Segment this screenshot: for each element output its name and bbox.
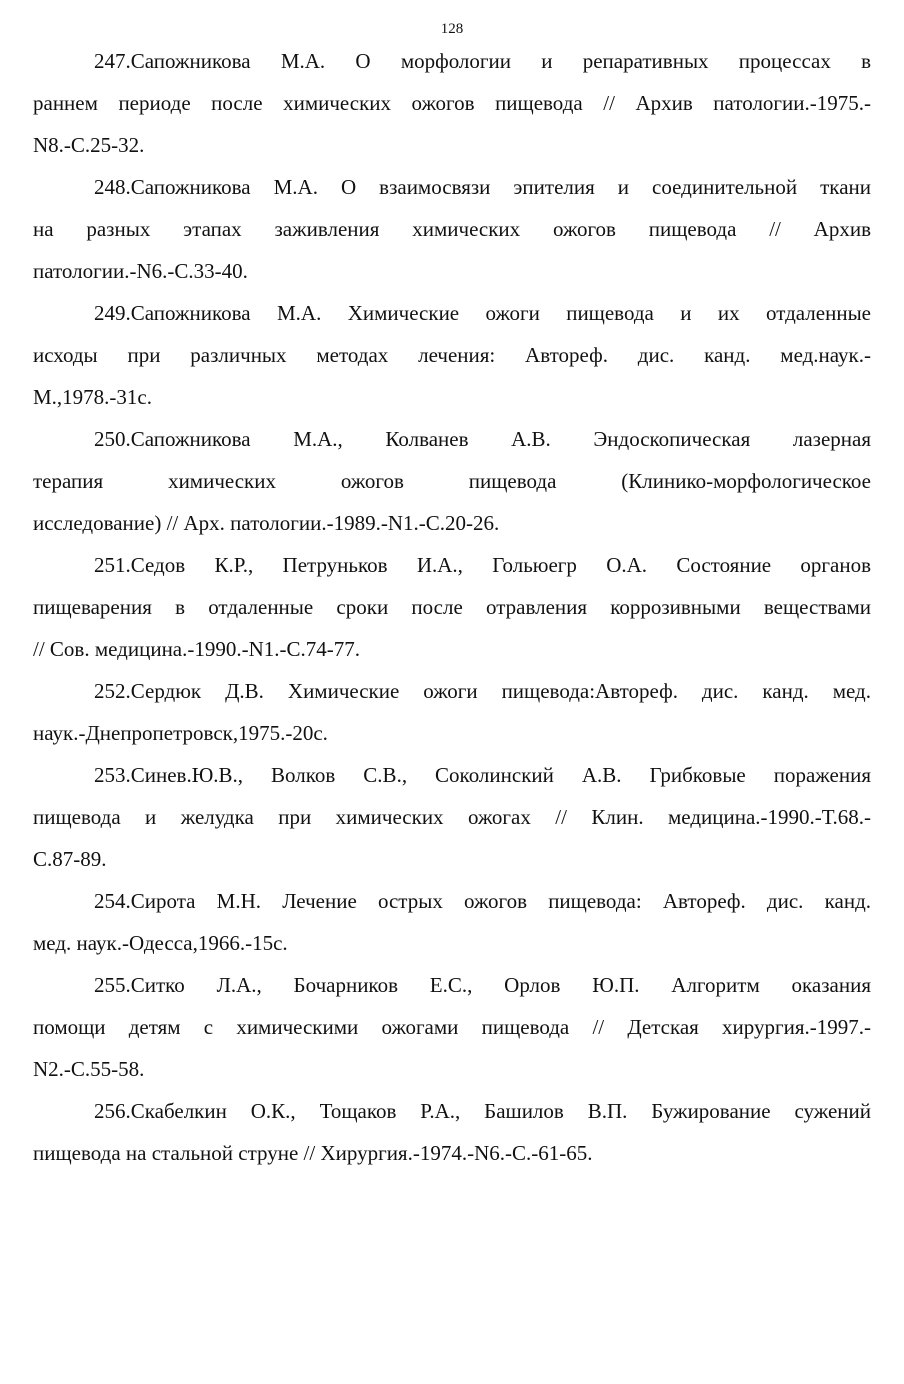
reference-line: N8.-С.25-32. bbox=[33, 133, 145, 157]
reference-line: исходы при различных методах лечения: Автореф. дис. канд. мед.наук.- bbox=[33, 343, 871, 367]
reference-line: N2.-С.55-58. bbox=[33, 1057, 145, 1081]
reference-line: 250.Сапожникова М.А., Колванев А.В. Эндоскопическая лазерная bbox=[94, 427, 871, 451]
reference-list bbox=[33, 40, 871, 1174]
reference-item bbox=[33, 880, 871, 964]
reference-line: 247.Сапожникова М.А. О морфологии и репаративных процессах в bbox=[94, 49, 871, 73]
reference-item bbox=[33, 418, 871, 544]
reference-line: пищевода и желудка при химических ожогах // Клин. медицина.-1990.-Т.68.- bbox=[33, 805, 871, 829]
page-number: 128 bbox=[440, 21, 464, 37]
reference-line: 251.Седов К.Р., Петруньков И.А., Гольюегр О.А. Состояние органов bbox=[94, 553, 871, 577]
reference-line: 252.Сердюк Д.В. Химические ожоги пищевода:Автореф. дис. канд. мед. bbox=[94, 679, 871, 703]
reference-item bbox=[33, 964, 871, 1090]
reference-line: 248.Сапожникова М.А. О взаимосвязи эпителия и соединительной ткани bbox=[94, 175, 871, 199]
reference-line: наук.-Днепропетровск,1975.-20с. bbox=[33, 721, 328, 745]
reference-item bbox=[33, 754, 871, 880]
reference-item bbox=[33, 1090, 871, 1174]
reference-line: патологии.-N6.-С.33-40. bbox=[33, 259, 248, 283]
reference-line: С.87-89. bbox=[33, 847, 107, 871]
reference-line: // Сов. медицина.-1990.-N1.-С.74-77. bbox=[33, 637, 361, 661]
reference-line: пищевода на стальной струне // Хирургия.-1974.-N6.-С.-61-65. bbox=[33, 1141, 593, 1165]
reference-item bbox=[33, 166, 871, 292]
reference-line: 255.Ситко Л.А., Бочарников Е.С., Орлов Ю.П. Алгоритм оказания bbox=[94, 973, 871, 997]
reference-line: 256.Скабелкин О.К., Тощаков Р.А., Башилов В.П. Бужирование сужений bbox=[94, 1099, 871, 1123]
reference-item bbox=[33, 670, 871, 754]
reference-item bbox=[33, 292, 871, 418]
reference-line: помощи детям с химическими ожогами пищевода // Детская хирургия.-1997.- bbox=[33, 1015, 871, 1039]
reference-line: терапия химических ожогов пищевода (Клинико-морфологическое bbox=[33, 469, 871, 493]
reference-line: 253.Синев.Ю.В., Волков С.В., Соколинский А.В. Грибковые поражения bbox=[94, 763, 871, 787]
reference-line: М.,1978.-31с. bbox=[33, 385, 152, 409]
reference-line: 249.Сапожникова М.А. Химические ожоги пищевода и их отдаленные bbox=[94, 301, 871, 325]
reference-line: пищеварения в отдаленные сроки после отравления коррозивными веществами bbox=[33, 595, 871, 619]
reference-line: исследование) // Арх. патологии.-1989.-N1.-С.20-26. bbox=[33, 511, 500, 535]
reference-line: мед. наук.-Одесса,1966.-15с. bbox=[33, 931, 288, 955]
reference-item bbox=[33, 40, 871, 166]
reference-item bbox=[33, 544, 871, 670]
reference-line: 254.Сирота М.Н. Лечение острых ожогов пищевода: Автореф. дис. канд. bbox=[94, 889, 871, 913]
reference-line: на разных этапах заживления химических ожогов пищевода // Архив bbox=[33, 217, 871, 241]
reference-line: раннем периоде после химических ожогов пищевода // Архив патологии.-1975.- bbox=[33, 91, 871, 115]
